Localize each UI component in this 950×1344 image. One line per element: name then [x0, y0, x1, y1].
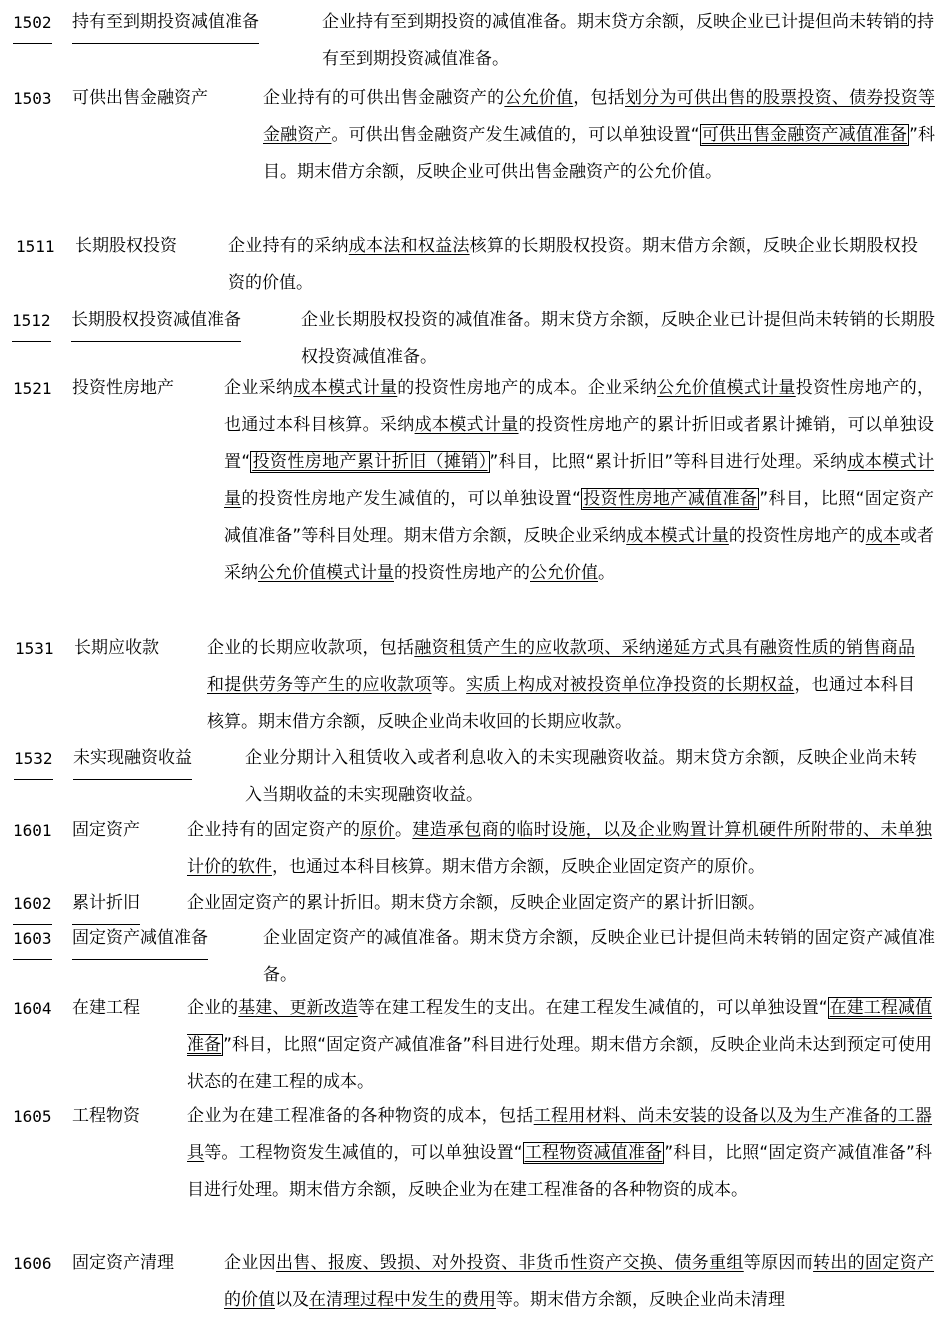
- underlined-term: 划分为可供出售的股票投资、债券投资等金融资产: [263, 88, 936, 145]
- account-code: 1503: [13, 89, 52, 108]
- description-text: ，也通过本科目核算。期末借方余额，反映企业固定资产的原价。: [272, 857, 765, 877]
- underlined-term: 建造承包商的临时设施，以及企业购置计算机硬件所附带的、未单独计价的软件: [187, 820, 933, 877]
- description-text: 投资性房地产的，也通过本科目核算。采纳: [224, 378, 935, 435]
- account-code: 1603: [13, 920, 52, 960]
- account-description: [207, 630, 915, 741]
- account-name: 累计折旧: [72, 885, 140, 925]
- description-text: 企业因: [224, 1253, 276, 1273]
- description-text: ”科目，比照“累计折旧”等科目进行处理。采纳: [489, 452, 848, 472]
- boxed-subaccount: 投资性房地产累计折旧（摊销）: [252, 452, 488, 472]
- boxed-subaccount: 可供出售金融资产减值准备: [701, 125, 908, 145]
- account-code: 1602: [13, 885, 52, 925]
- underlined-term: 成本: [865, 526, 900, 546]
- description-text: ”科目，比照“固定资产减值准备”科目进行处理。期末借方余额，反映企业尚未达到预定可使用状态的在建工程的成本。: [187, 1035, 933, 1092]
- description-text: 企业持有至到期投资的减值准备。期末贷方余额，反映企业已计提但尚未转销的持有至到期投资减值准备。: [322, 12, 934, 69]
- description-text: 等。期末借方余额，反映企业尚未清理: [496, 1290, 785, 1310]
- account-code: 1605: [13, 1107, 52, 1126]
- description-text: 企业持有的采纳: [228, 236, 349, 256]
- underlined-term: 原价: [360, 820, 396, 840]
- account-description: [263, 920, 935, 994]
- account-code: 1532: [14, 740, 53, 780]
- description-text: 。: [598, 563, 615, 583]
- description-text: 企业固定资产的累计折旧。期末贷方余额，反映企业固定资产的累计折旧额。: [187, 893, 765, 913]
- account-name: 固定资产: [72, 820, 140, 840]
- account-description: [187, 1098, 932, 1209]
- underlined-term: 出售、报废、毁损、对外投资、非货币性资产交换、债务重组: [275, 1253, 744, 1273]
- underlined-term: 公允价值: [530, 563, 598, 583]
- account-description: [245, 740, 917, 814]
- account-name: 未实现融资收益: [73, 740, 192, 780]
- underlined-term: 成本模式计量: [224, 452, 935, 509]
- account-code: 1606: [13, 1254, 52, 1273]
- account-description: [228, 228, 918, 302]
- description-text: 的投资性房地产的: [394, 563, 530, 583]
- account-name: 持有至到期投资减值准备: [72, 4, 259, 44]
- description-text: 。: [395, 820, 413, 840]
- account-code: 1521: [13, 379, 52, 398]
- account-code: 1601: [13, 821, 52, 840]
- description-text: 的投资性房地产的累计折旧或者累计摊销，可以单独设置“: [224, 415, 935, 472]
- boxed-subaccount: 工程物资减值准备: [524, 1143, 663, 1163]
- account-name: 工程物资: [72, 1106, 140, 1126]
- account-description: [301, 302, 935, 376]
- account-description: [263, 80, 935, 191]
- description-text: 的投资性房地产的: [728, 526, 866, 546]
- account-description: [224, 370, 934, 592]
- description-text: 企业长期股权投资的减值准备。期末贷方余额，反映企业已计提但尚未转销的长期股权投资减值准备。: [301, 310, 935, 367]
- account-code: 1512: [12, 302, 51, 342]
- account-description: [322, 4, 934, 78]
- underlined-term: 基建、更新改造: [238, 998, 358, 1018]
- account-name: 长期股权投资减值准备: [71, 302, 241, 342]
- description-text: 核算的长期股权投资。期末借方余额，反映企业长期股权投资的价值。: [228, 236, 919, 293]
- description-text: 等。: [431, 675, 467, 695]
- description-text: 企业持有的固定资产的: [187, 820, 361, 840]
- description-text: 以及: [275, 1290, 309, 1310]
- description-text: 企业分期计入租赁收入或者利息收入的未实现融资收益。期末贷方余额，反映企业尚未转入当期收益的未实现融资收益。: [245, 748, 917, 805]
- account-name: 固定资产清理: [72, 1253, 174, 1273]
- underlined-term: 在清理过程中发生的费用: [309, 1290, 496, 1310]
- account-description: [187, 885, 932, 922]
- underlined-term: 融资租赁产生的应收款项、采纳递延方式具有融资性质的销售商品和提供劳务等产生的应收款项: [207, 638, 916, 695]
- account-name: 长期股权投资: [75, 236, 177, 256]
- underlined-term: 公允价值: [504, 88, 574, 108]
- account-description: [187, 812, 932, 886]
- description-text: 企业的长期应收款项，包括: [207, 638, 415, 658]
- underlined-term: 成本法和权益法: [348, 236, 470, 256]
- account-code: 1604: [13, 999, 52, 1018]
- description-text: 的投资性房地产的成本。企业采纳: [397, 378, 658, 398]
- underlined-term: 公允价值模式计量: [657, 378, 796, 398]
- account-code: 1502: [13, 4, 52, 44]
- description-text: ”科目。期末借方余额，反映企业可供出售金融资产的公允价值。: [263, 125, 936, 182]
- description-text: 企业采纳: [224, 378, 294, 398]
- account-code: 1531: [15, 639, 54, 658]
- description-text: 。可供出售金融资产发生减值的，可以单独设置“: [331, 125, 700, 145]
- underlined-term: 成本模式计量: [293, 378, 398, 398]
- underlined-term: 公允价值模式计量: [258, 563, 394, 583]
- account-description: [224, 1245, 934, 1319]
- description-text: 企业的: [187, 998, 239, 1018]
- account-name: 在建工程: [72, 998, 140, 1018]
- description-text: ”科目，比照“固定资产减值准备”科目进行处理。期末借方余额，反映企业为在建工程准备的各种物资的成本。: [187, 1143, 933, 1200]
- account-name: 可供出售金融资产: [72, 88, 208, 108]
- account-name: 长期应收款: [74, 638, 159, 658]
- description-text: 等原因而: [743, 1253, 814, 1273]
- description-text: 企业固定资产的减值准备。期末贷方余额，反映企业已计提但尚未转销的固定资产减值准备。: [263, 928, 935, 985]
- description-text: 的投资性房地产发生减值的，可以单独设置“: [241, 489, 581, 509]
- description-text: 等。工程物资发生减值的，可以单独设置“: [204, 1143, 523, 1163]
- description-text: ，也通过本科目核算。期末借方余额，反映企业尚未收回的长期应收款。: [207, 675, 916, 732]
- account-description: [187, 990, 932, 1101]
- description-text: ，包括: [573, 88, 625, 108]
- description-text: ”科目，比照“固定资产减值准备”等科目处理。期末借方余额，反映企业采纳: [224, 489, 934, 546]
- description-text: 等在建工程发生的支出。在建工程发生减值的，可以单独设置“: [357, 998, 828, 1018]
- description-text: 或者采纳: [224, 526, 935, 583]
- underlined-term: 实质上构成对被投资单位净投资的长期权益: [466, 675, 795, 695]
- underlined-term: 转出的固定资产的价值: [224, 1253, 935, 1310]
- boxed-subaccount: 投资性房地产减值准备: [582, 489, 758, 509]
- account-name: 固定资产减值准备: [72, 920, 208, 960]
- boxed-subaccount: 在建工程减值准备: [187, 998, 933, 1055]
- underlined-term: 成本模式计量: [414, 415, 519, 435]
- underlined-term: 工程用材料、尚未安装的设备以及为生产准备的工器具: [187, 1106, 933, 1163]
- description-text: 企业为在建工程准备的各种物资的成本，包括: [187, 1106, 534, 1126]
- description-text: 企业持有的可供出售金融资产的: [263, 88, 505, 108]
- account-name: 投资性房地产: [72, 378, 174, 398]
- account-code: 1511: [16, 237, 55, 256]
- underlined-term: 成本模式计量: [626, 526, 729, 546]
